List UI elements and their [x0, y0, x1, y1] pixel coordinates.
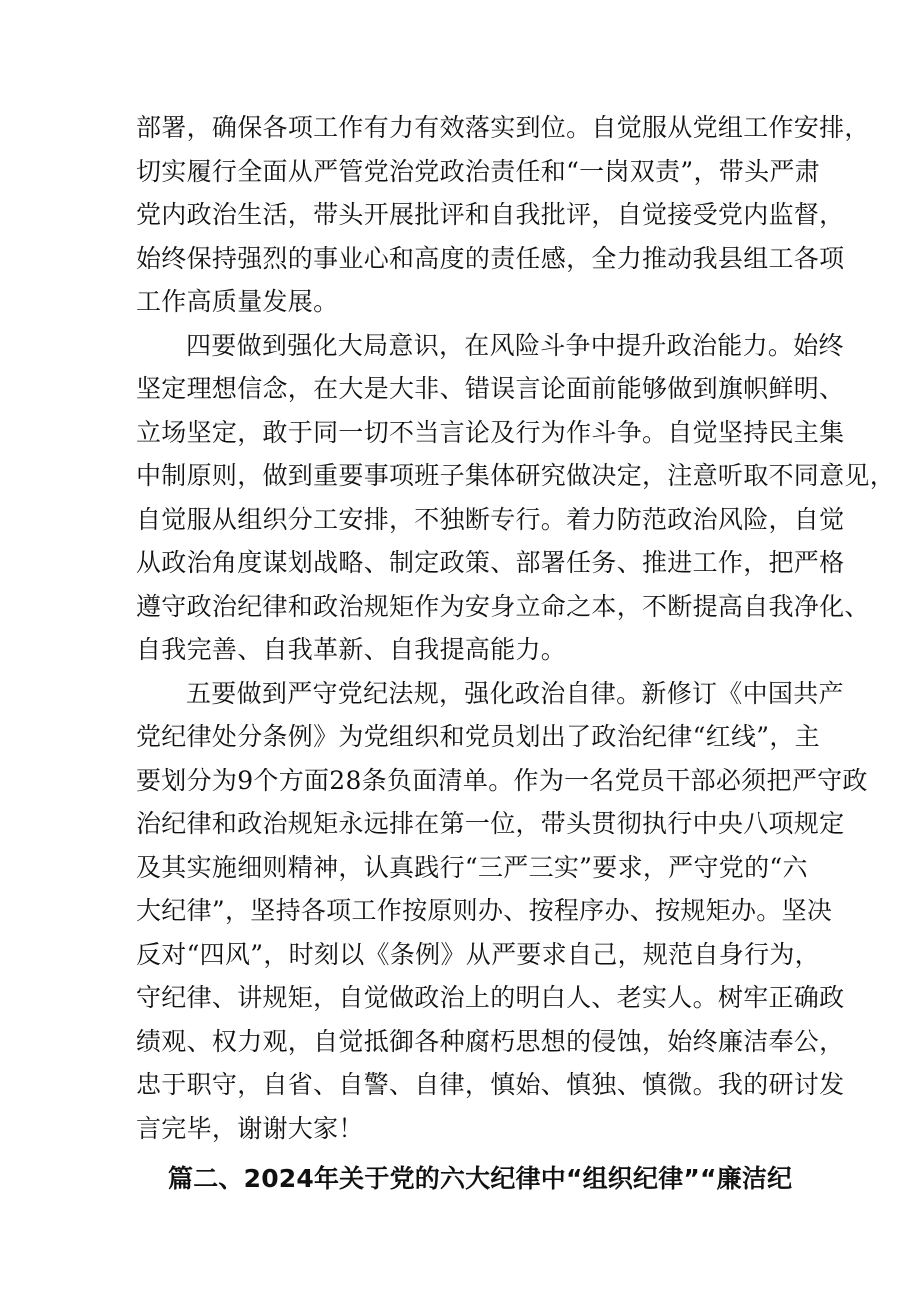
text-line: 忠于职守，自省、自警、自律，慎始、慎独、慎微。我的研讨发 — [136, 1070, 845, 1099]
text-line: 守纪律、讲规矩，自觉做政治上的明白人、老实人。树牢正确政 — [136, 983, 845, 1012]
text-line: 五要做到严守党纪法规，强化政治自律。新修订《中国共产 — [186, 679, 844, 708]
text-line: 及其实施细则精神，认真践行“三严三实”要求，严守党的“六 — [136, 853, 808, 882]
text-line: 自觉服从组织分工安排，不独断专行。着力防范政治风险，自觉 — [136, 505, 845, 534]
text-line: 自我完善、自我革新、自我提高能力。 — [136, 635, 567, 664]
section-heading: 篇二、2024年关于党的六大纪律中“组织纪律”“廉洁纪 — [168, 1164, 793, 1193]
text-line: 党纪律处分条例》为党组织和党员划出了政治纪律“红线”，主 — [136, 722, 820, 751]
text-line: 部署，确保各项工作有力有效落实到位。自觉服从党组工作安排， — [136, 113, 870, 142]
text-line: 遵守政治纪律和政治规矩作为安身立命之本，不断提高自我净化、 — [136, 592, 870, 621]
text-line: 立场坚定，敢于同一切不当言论及行为作斗争。自觉坚持民主集 — [136, 418, 845, 447]
text-line: 反对“四风”，时刻以《条例》从严要求自己，规范自身行为， — [136, 940, 820, 969]
text-line: 言完毕，谢谢大家！ — [136, 1114, 364, 1143]
text-line: 党内政治生活，带头开展批评和自我批评，自觉接受党内监督， — [136, 200, 845, 229]
text-line: 从政治角度谋划战略、制定政策、部署任务、推进工作，把严格 — [136, 548, 845, 577]
text-line: 中制原则，做到重要事项班子集体研究做决定，注意听取不同意见， — [136, 461, 896, 490]
text-line: 要划分为9个方面28条负面清单。作为一名党员干部必须把严守政 — [136, 766, 868, 795]
text-line: 治纪律和政治规矩永远排在第一位，带头贯彻执行中央八项规定 — [136, 809, 845, 838]
text-line: 绩观、权力观，自觉抵御各种腐朽思想的侵蚀，始终廉洁奉公， — [136, 1027, 845, 1056]
text-line: 工作高质量发展。 — [136, 287, 339, 316]
text-line: 始终保持强烈的事业心和高度的责任感，全力推动我县组工各项 — [136, 244, 845, 273]
text-line: 切实履行全面从严管党治党政治责任和“一岗双责”，带头严肃 — [136, 157, 820, 186]
text-line: 四要做到强化大局意识，在风险斗争中提升政治能力。始终 — [186, 331, 844, 360]
text-line: 大纪律”，坚持各项工作按原则办、按程序办、按规矩办。坚决 — [136, 896, 833, 925]
text-line: 坚定理想信念，在大是大非、错误言论面前能够做到旗帜鲜明、 — [136, 374, 845, 403]
